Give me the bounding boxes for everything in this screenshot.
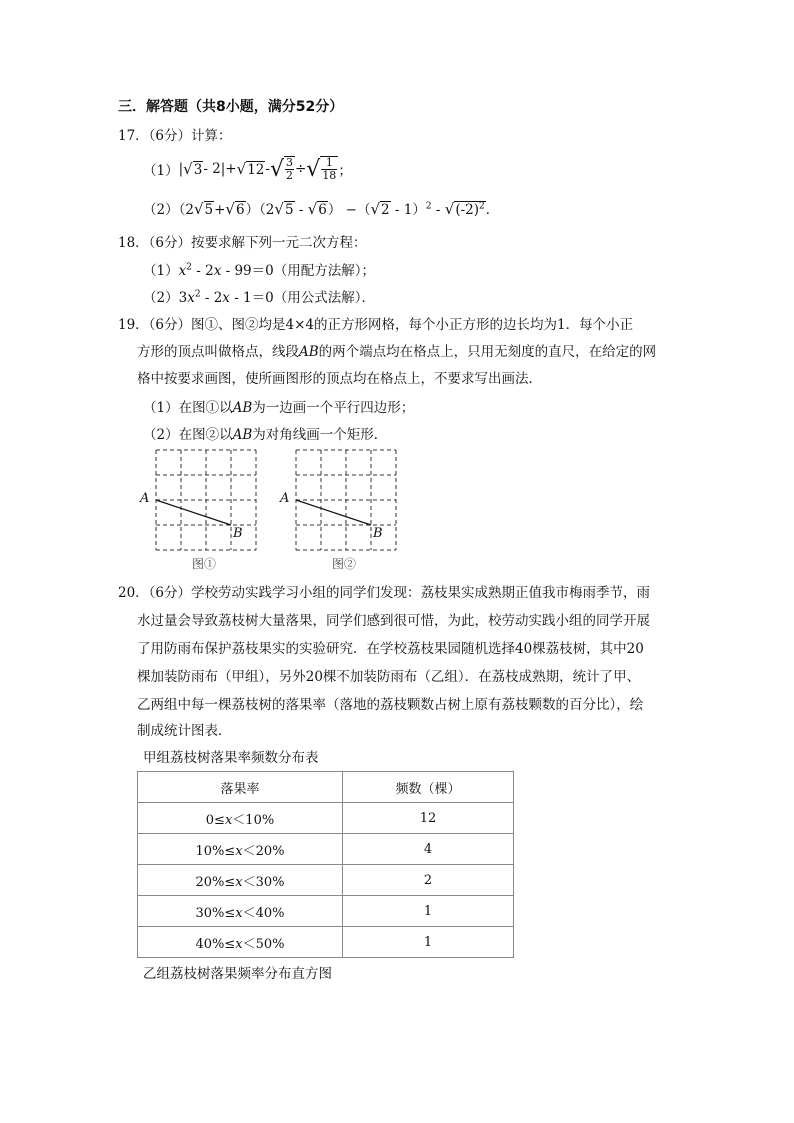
expr-text: - 99＝0（用配方法解）； (221, 263, 375, 279)
variable-x: x (224, 812, 233, 828)
q17-part1 (143, 152, 352, 186)
point-a-label: A (280, 491, 290, 506)
exponent: 2 (425, 201, 432, 212)
range-lower: 30%≤ (195, 905, 236, 921)
q18-part1-label: （1） (143, 263, 179, 279)
expr-text: ） (245, 202, 260, 218)
radical-sign: √ (307, 200, 318, 218)
expr-text: ． (485, 202, 500, 218)
q19-line2 (137, 340, 656, 360)
q17-part2-label: （2） (143, 202, 179, 218)
segment-ab-line (156, 500, 231, 525)
variable-x: x (187, 290, 195, 306)
expr-text: （2 (259, 202, 275, 218)
header-cell-rate: 落果率 (138, 772, 343, 803)
abs-bar: | (178, 161, 184, 177)
variable-x: x (213, 263, 222, 279)
table-row (138, 834, 514, 865)
q19-part2 (143, 423, 387, 443)
radical-sign: √ (370, 200, 381, 218)
q19-part1 (143, 396, 414, 416)
frequency-table (137, 771, 514, 958)
range-lower: 20%≤ (195, 874, 236, 890)
variable-x: x (235, 936, 243, 952)
q20-line3: 了用防雨布保护荔枝果实的实验研究．在学校荔枝果园随机选择40棵荔枝树，其中20 (137, 641, 644, 657)
segment-ab-line (296, 500, 371, 525)
radicand: 5 (204, 202, 214, 218)
range-upper: ＜30% (242, 874, 285, 890)
range-lower: 0≤ (205, 812, 225, 828)
table-row (138, 896, 514, 927)
range-upper: ＜10% (232, 812, 275, 828)
expr-text: （2 (178, 202, 194, 218)
table-row (138, 865, 514, 896)
radicand: 3 (193, 161, 203, 178)
variable-x: x (222, 290, 230, 306)
expr-text: - (265, 161, 270, 177)
radical-sign: √ (274, 200, 284, 218)
count-cell: 4 (343, 834, 514, 865)
q20-line1: 20．（6分）学校劳动实践学习小组的同学们发现：荔枝果实成熟期正值我市梅雨季节，雨 (118, 585, 651, 601)
q18-part2-label: （2）3 (143, 290, 188, 306)
exponent: 2 (186, 262, 192, 273)
radical-sign: √ (193, 200, 204, 218)
count-cell: 2 (343, 865, 514, 896)
radicand: 12 (247, 161, 265, 178)
exponent: 2 (194, 289, 201, 300)
radicand-base: (-2) (455, 202, 480, 218)
radicand: 5 (284, 202, 294, 218)
numerator: 3 (285, 156, 293, 169)
histogram-title: 乙组荔枝树落果频率分布直方图 (143, 966, 332, 982)
range-cell (138, 927, 343, 958)
text: 为对角线画一个矩形． (252, 427, 388, 443)
section-title: 三．解答题（共8小题，满分52分） (118, 99, 344, 115)
range-cell (138, 803, 343, 834)
radical-sign: √ (225, 200, 235, 218)
q18-part2 (143, 286, 375, 306)
q17-part1-label: （1） (143, 163, 179, 179)
range-cell (138, 896, 343, 927)
divide-sign: ÷ (294, 161, 307, 177)
count-cell: 1 (343, 896, 514, 927)
radical-sign: √ (269, 156, 284, 182)
radicand (454, 201, 485, 218)
segment-ab: AB (232, 400, 253, 416)
expr-text: - (431, 202, 445, 218)
expr-text: - (294, 202, 308, 218)
text: （2）在图②以 (143, 427, 233, 443)
variable-x: x (235, 905, 243, 921)
denominator: 2 (285, 169, 293, 182)
radicand: 2 (381, 202, 390, 218)
point-a-label: A (140, 491, 150, 506)
expr-text: + (214, 202, 226, 218)
variable-x: x (235, 874, 243, 890)
expr-text: - 2|+ (203, 161, 237, 177)
q17-title: 17．（6分）计算： (118, 128, 232, 144)
q18-title: 18．（6分）按要求解下列一元二次方程： (118, 235, 367, 251)
expr-text: - 1） (390, 202, 426, 218)
expr-text: ） (327, 202, 342, 218)
figure-2-label: 图② (332, 557, 357, 571)
q17-part2 (143, 198, 499, 218)
radical-sign: √ (306, 156, 321, 182)
text: 的两个端点均在格点上，只用无刻度的直尺，在给定的网 (318, 344, 657, 360)
expr-text: ； (338, 163, 352, 179)
segment-ab: AB (299, 344, 319, 360)
expr-text: - 2 (191, 263, 214, 279)
expr-text: - 1＝0（用公式法解）． (229, 290, 375, 306)
denominator: 18 (322, 169, 337, 182)
radicand: 6 (235, 202, 245, 218)
table-row (138, 803, 514, 834)
count-cell: 1 (343, 927, 514, 958)
text: 为一边画一个平行四边形； (252, 400, 415, 416)
range-lower: 40%≤ (195, 936, 236, 952)
radicand: 6 (318, 202, 327, 218)
expr-text: - 2 (200, 290, 223, 306)
table-row (138, 927, 514, 958)
expr-text: −（ (341, 202, 371, 218)
range-cell (138, 834, 343, 865)
radical-sign: √ (444, 200, 455, 218)
radical-sign: √ (183, 160, 193, 178)
q20-line4: 棵加装防雨布（甲组），另外20棵不加装防雨布（乙组）．在荔枝成熟期，统计了甲、 (137, 669, 641, 685)
range-upper: ＜50% (242, 936, 285, 952)
range-upper: ＜20% (242, 843, 285, 859)
range-upper: ＜40% (242, 905, 285, 921)
q18-part1 (143, 259, 375, 279)
table-title: 甲组荔枝树落果率频数分布表 (143, 750, 319, 766)
range-cell (138, 865, 343, 896)
q20-line6: 制成统计图表． (137, 723, 232, 739)
text: 方形的顶点叫做格点，线段 (137, 344, 299, 360)
variable-x: x (235, 843, 243, 859)
radicand-fraction (320, 156, 338, 182)
radicand-fraction (284, 156, 295, 182)
table-header-row (138, 772, 514, 803)
range-lower: 10%≤ (195, 843, 236, 859)
point-b-label: B (233, 526, 243, 541)
exponent: 2 (479, 201, 485, 212)
header-cell-count: 频数（棵） (343, 772, 514, 803)
q20-line5: 乙两组中每一棵荔枝树的落果率（落地的荔枝颗数占树上原有荔枝颗数的百分比），绘 (137, 697, 644, 713)
segment-ab: AB (232, 427, 253, 443)
point-b-label: B (373, 526, 383, 541)
q19-line3: 格中按要求画图，使所画图形的顶点均在格点上，不要求写出画法． (137, 371, 542, 387)
text: （1）在图①以 (143, 400, 233, 416)
numerator: 1 (321, 157, 337, 170)
q20-line2: 水过量会导致荔枝树大量落果，同学们感到很可惜，为此，校劳动实践小组的同学开展 (137, 613, 650, 629)
radical-sign: √ (236, 160, 247, 178)
count-cell: 12 (343, 803, 514, 834)
q19-line1: 19．（6分）图①、图②均是4×4的正方形网格，每个小正方形的边长均为1．每个小正 (118, 317, 634, 333)
figure-1-label: 图① (192, 557, 217, 571)
variable-x: x (178, 263, 187, 279)
